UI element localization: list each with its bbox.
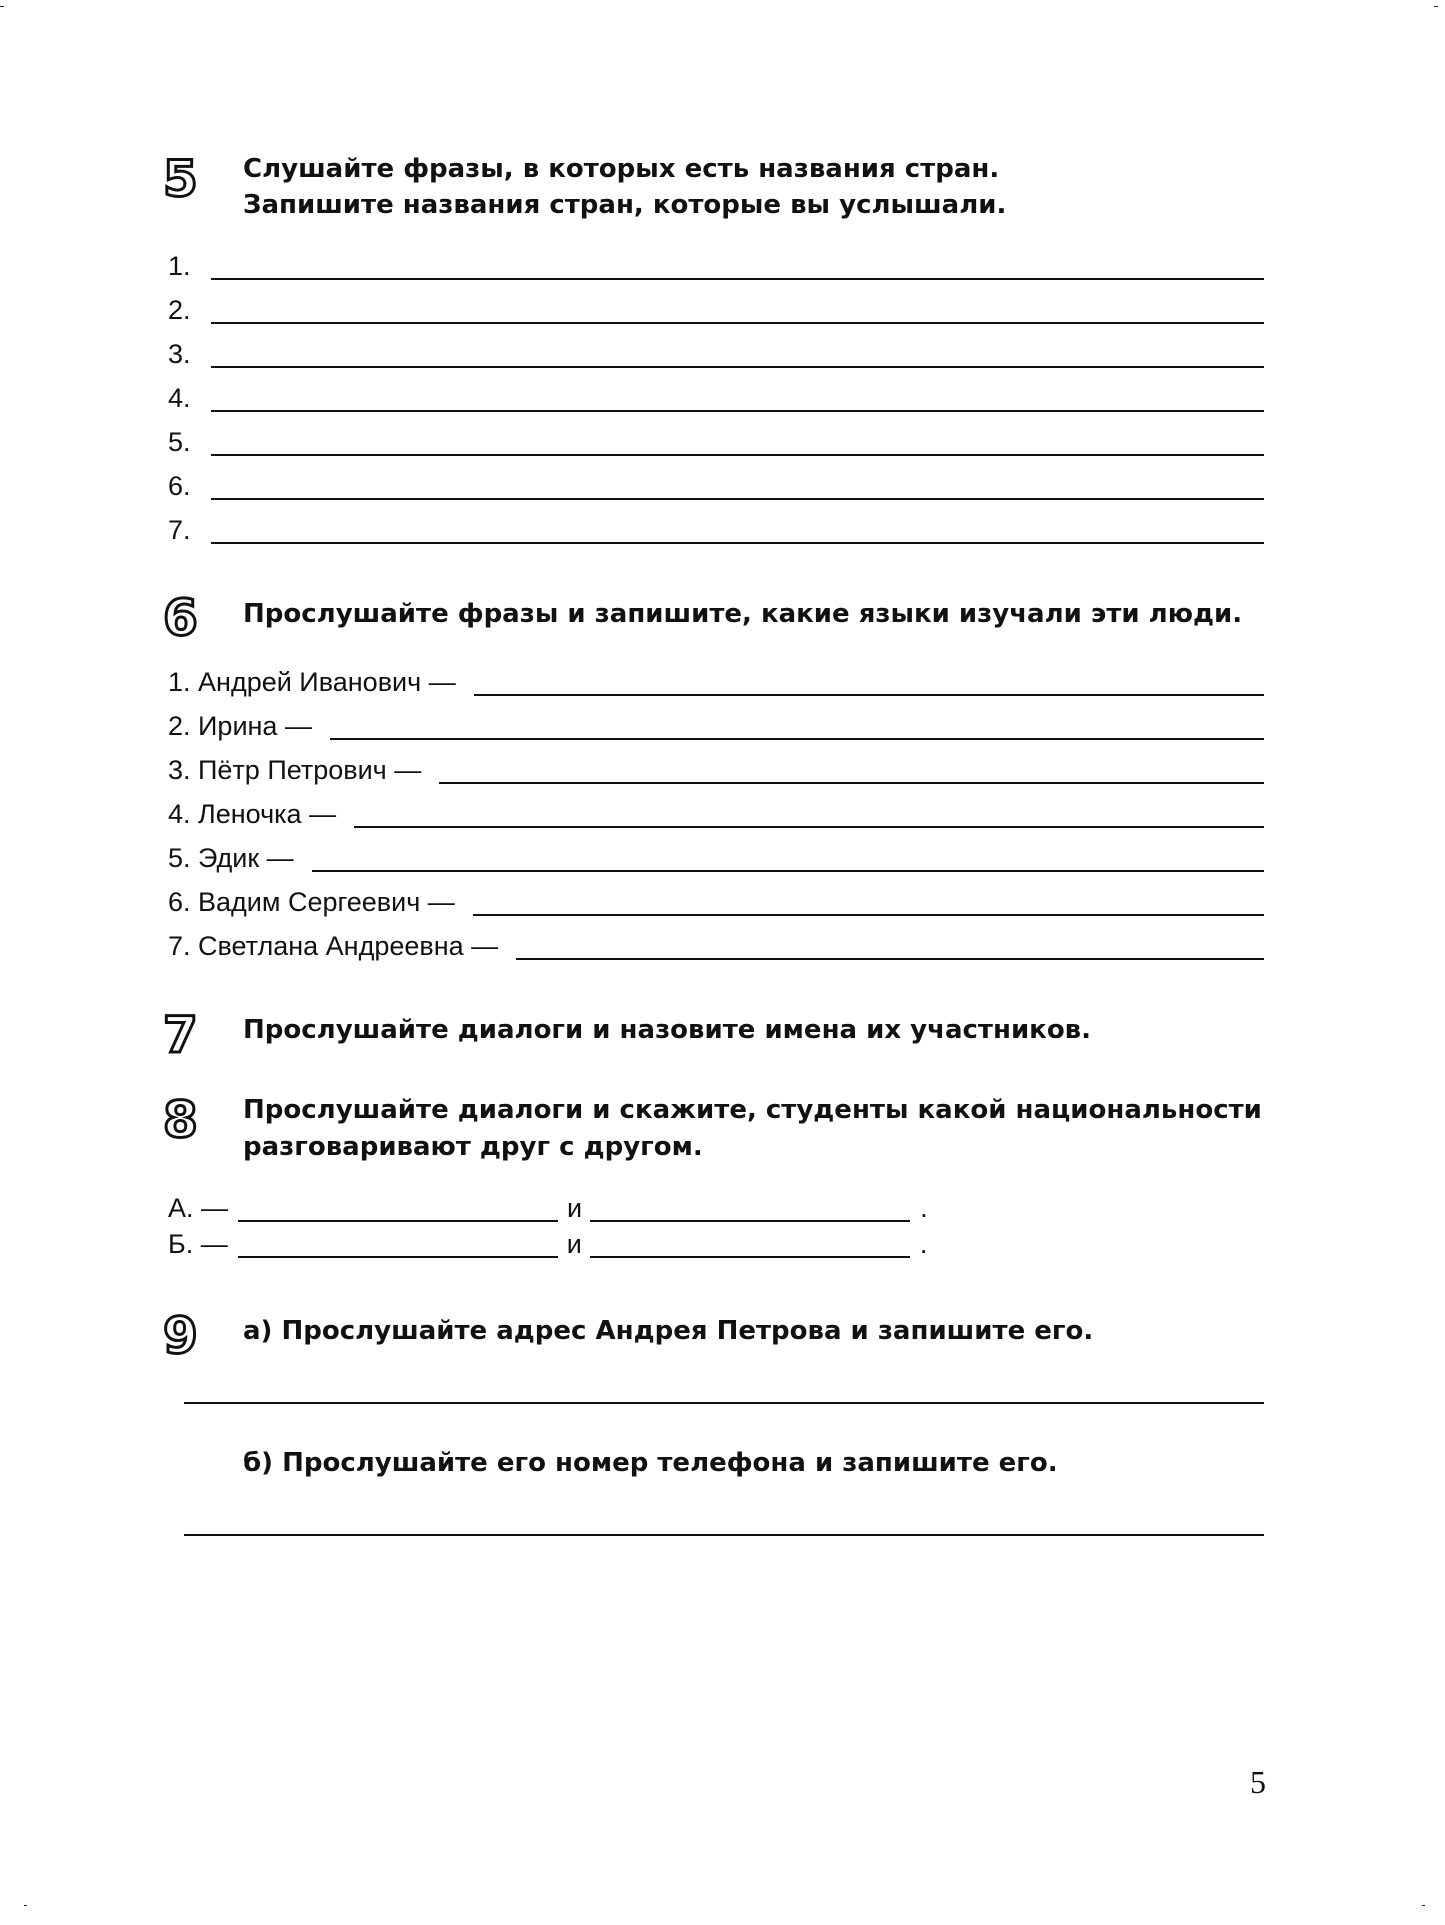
answer-line[interactable] xyxy=(312,840,1264,872)
exercise-9-part-b: б) Прослушайте его номер телефона и запишите его. xyxy=(243,1448,1058,1478)
conjunction: и xyxy=(567,1193,583,1223)
crop-mark xyxy=(1422,1905,1425,1906)
row-label: А. — xyxy=(168,1193,229,1223)
item-number: 7. xyxy=(168,515,191,545)
item-number: 4. xyxy=(168,383,191,413)
answer-line[interactable] xyxy=(211,468,1264,500)
exercise-9-part-a: а) Прослушайте адрес Андрея Петрова и запишите его. xyxy=(243,1316,1094,1346)
answer-line[interactable] xyxy=(211,336,1264,368)
exercise-5-item xyxy=(168,510,1264,546)
answer-blank-1[interactable] xyxy=(238,1226,558,1258)
answer-line[interactable] xyxy=(211,512,1264,544)
period: . xyxy=(920,1193,928,1223)
exercise-5-item xyxy=(168,246,1264,282)
exercise-6-item xyxy=(168,706,1264,742)
answer-line[interactable] xyxy=(330,708,1264,740)
exercise-number-8: 8 xyxy=(163,1091,198,1149)
exercise-6-item xyxy=(168,794,1264,830)
exercise-6-item xyxy=(168,838,1264,874)
exercise-number-6: 6 xyxy=(163,589,198,647)
person-name: 3. Пётр Петрович — xyxy=(168,755,422,785)
answer-line[interactable] xyxy=(474,664,1264,696)
page-number: 5 xyxy=(1250,1764,1266,1800)
exercise-5-item xyxy=(168,290,1264,326)
exercise-5-instruction-line1: Слушайте фразы, в которых есть названия стран. xyxy=(243,154,1000,184)
exercise-5-item xyxy=(168,466,1264,502)
exercise-5-item xyxy=(168,378,1264,414)
exercise-7-instruction: Прослушайте диалоги и назовите имена их участников. xyxy=(243,1015,1092,1045)
exercise-6-item xyxy=(168,750,1264,786)
answer-blank-2[interactable] xyxy=(590,1226,910,1258)
answer-line-phone[interactable] xyxy=(184,1534,1264,1536)
exercise-number-5: 5 xyxy=(163,150,198,208)
item-number: 3. xyxy=(168,339,191,369)
person-name: 2. Ирина — xyxy=(168,711,312,741)
exercise-number-9: 9 xyxy=(163,1307,198,1365)
exercise-number-7: 7 xyxy=(163,1006,198,1064)
exercise-5-item xyxy=(168,334,1264,370)
answer-line[interactable] xyxy=(211,424,1264,456)
answer-line-address[interactable] xyxy=(184,1402,1264,1404)
item-number: 6. xyxy=(168,471,191,501)
person-name: 7. Светлана Андреевна — xyxy=(168,931,499,961)
answer-line[interactable] xyxy=(516,928,1264,960)
exercise-8-row-a xyxy=(168,1188,928,1224)
person-name: 5. Эдик — xyxy=(168,843,294,873)
exercise-5-instruction-line2: Запишите названия стран, которые вы услышали. xyxy=(243,190,1007,220)
answer-line[interactable] xyxy=(473,884,1264,916)
crop-mark xyxy=(0,6,4,7)
exercise-6-instruction: Прослушайте фразы и запишите, какие языки изучали эти люди. xyxy=(243,599,1243,629)
crop-mark xyxy=(24,1905,27,1906)
item-number: 1. xyxy=(168,251,191,281)
item-number: 5. xyxy=(168,427,191,457)
row-label: Б. — xyxy=(168,1229,228,1259)
crop-mark xyxy=(1434,6,1438,7)
period: . xyxy=(919,1229,928,1259)
answer-line[interactable] xyxy=(439,752,1264,784)
answer-line[interactable] xyxy=(211,380,1264,412)
conjunction: и xyxy=(566,1229,582,1259)
answer-line[interactable] xyxy=(354,796,1264,828)
person-name: 1. Андрей Иванович — xyxy=(168,667,456,697)
answer-blank-2[interactable] xyxy=(590,1190,910,1222)
person-name: 6. Вадим Сергеевич — xyxy=(168,887,455,917)
answer-line[interactable] xyxy=(211,292,1264,324)
exercise-6-item xyxy=(168,882,1264,918)
exercise-8-row-b xyxy=(168,1224,927,1260)
exercise-5-item xyxy=(168,422,1264,458)
person-name: 4. Леночка — xyxy=(168,799,337,829)
exercise-8-instruction-line2: разговаривают друг с другом. xyxy=(243,1132,703,1162)
exercise-6-item xyxy=(168,662,1264,698)
answer-line[interactable] xyxy=(211,248,1264,280)
exercise-8-instruction-line1: Прослушайте диалоги и скажите, студенты какой национальности xyxy=(243,1095,1262,1125)
item-number: 2. xyxy=(168,295,191,325)
exercise-6-item xyxy=(168,926,1264,962)
answer-blank-1[interactable] xyxy=(238,1190,558,1222)
